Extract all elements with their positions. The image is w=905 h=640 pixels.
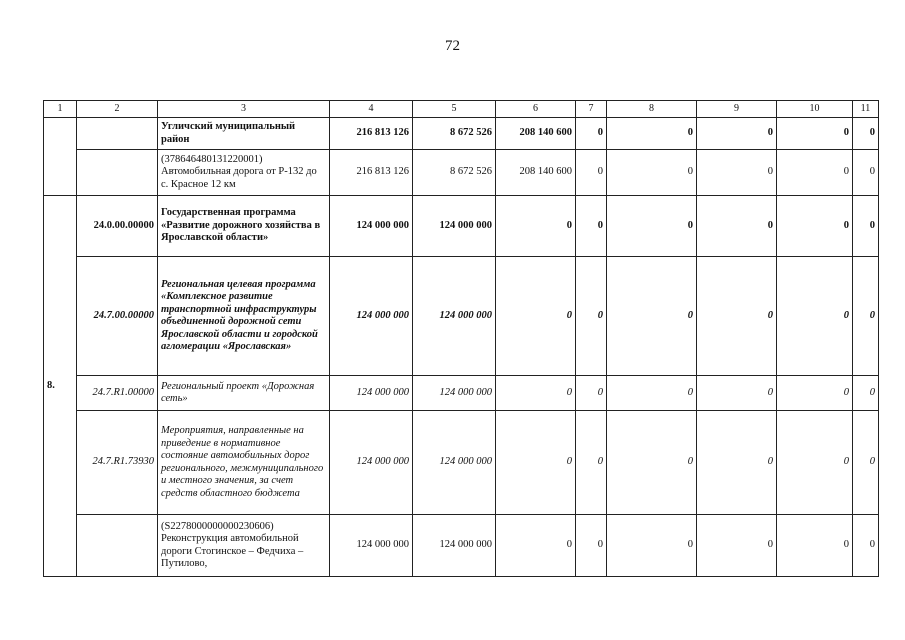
budget-code [77,150,158,196]
item-name: Государственная программа «Развитие дорожного хозяйства в Ярославской области» [158,196,330,257]
value-col-10: 0 [777,515,853,577]
value-col-9: 0 [697,376,777,411]
budget-code [77,515,158,577]
value-col-9: 0 [697,196,777,257]
value-col-6: 0 [496,411,576,515]
value-col-10: 0 [777,196,853,257]
value-col-5: 124 000 000 [413,515,496,577]
value-col-8: 0 [607,515,697,577]
column-header-10: 10 [777,101,853,118]
column-header-3: 3 [158,101,330,118]
value-col-11: 0 [853,376,879,411]
value-col-6: 208 140 600 [496,118,576,150]
table-row [44,411,879,515]
value-col-5: 124 000 000 [413,376,496,411]
budget-code: 24.0.00.00000 [77,196,158,257]
value-col-4: 124 000 000 [330,196,413,257]
column-header-5: 5 [413,101,496,118]
value-col-6: 0 [496,515,576,577]
value-col-10: 0 [777,150,853,196]
table-row [44,196,879,257]
row-index: 8. [44,196,77,577]
budget-table [43,100,879,577]
budget-code: 24.7.00.00000 [77,257,158,376]
value-col-8: 0 [607,118,697,150]
value-col-6: 0 [496,257,576,376]
value-col-9: 0 [697,411,777,515]
page-number: 72 [445,38,460,54]
value-col-5: 8 672 526 [413,118,496,150]
column-header-2: 2 [77,101,158,118]
value-col-4: 124 000 000 [330,411,413,515]
value-col-7: 0 [576,118,607,150]
table-row [44,515,879,577]
value-col-7: 0 [576,376,607,411]
item-name: (378646480131220001) Автомобильная дорога от Р-132 до с. Красное 12 км [158,150,330,196]
item-name: Региональная целевая программа «Комплексное развитие транспортной инфраструктуры объединенной дорожной сети Ярославской области и городской агломерации «Ярославская» [158,257,330,376]
value-col-4: 124 000 000 [330,257,413,376]
value-col-4: 216 813 126 [330,150,413,196]
value-col-11: 0 [853,515,879,577]
value-col-9: 0 [697,150,777,196]
value-col-4: 124 000 000 [330,376,413,411]
value-col-5: 124 000 000 [413,196,496,257]
value-col-7: 0 [576,150,607,196]
value-col-6: 0 [496,376,576,411]
table-row [44,257,879,376]
item-name: (S2278000000000230606) Реконструкция автомобильной дороги Стогинское – Федчиха – Путилово, [158,515,330,577]
value-col-6: 208 140 600 [496,150,576,196]
value-col-10: 0 [777,376,853,411]
value-col-4: 216 813 126 [330,118,413,150]
budget-code: 24.7.R1.73930 [77,411,158,515]
value-col-9: 0 [697,118,777,150]
value-col-11: 0 [853,411,879,515]
value-col-10: 0 [777,118,853,150]
row-index [44,118,77,196]
value-col-11: 0 [853,118,879,150]
value-col-11: 0 [853,257,879,376]
value-col-5: 124 000 000 [413,257,496,376]
value-col-9: 0 [697,515,777,577]
item-name: Региональный проект «Дорожная сеть» [158,376,330,411]
value-col-8: 0 [607,150,697,196]
value-col-7: 0 [576,515,607,577]
item-name: Угличский муниципальный район [158,118,330,150]
value-col-5: 124 000 000 [413,411,496,515]
value-col-5: 8 672 526 [413,150,496,196]
header-row [44,101,879,118]
column-header-6: 6 [496,101,576,118]
value-col-7: 0 [576,411,607,515]
column-header-8: 8 [607,101,697,118]
column-header-7: 7 [576,101,607,118]
value-col-10: 0 [777,257,853,376]
table-row [44,118,879,150]
table-body [44,118,879,577]
value-col-4: 124 000 000 [330,515,413,577]
item-name: Мероприятия, направленные на приведение в нормативное состояние автомобильных дорог регионального, межмуниципального и местного значения, за счет средств областного бюджета [158,411,330,515]
table-row [44,376,879,411]
value-col-9: 0 [697,257,777,376]
value-col-7: 0 [576,257,607,376]
value-col-11: 0 [853,150,879,196]
value-col-10: 0 [777,411,853,515]
value-col-7: 0 [576,196,607,257]
column-header-9: 9 [697,101,777,118]
table-row [44,150,879,196]
column-header-1: 1 [44,101,77,118]
column-header-4: 4 [330,101,413,118]
value-col-6: 0 [496,196,576,257]
value-col-8: 0 [607,376,697,411]
budget-code: 24.7.R1.00000 [77,376,158,411]
column-header-11: 11 [853,101,879,118]
value-col-8: 0 [607,411,697,515]
value-col-8: 0 [607,196,697,257]
budget-code [77,118,158,150]
value-col-11: 0 [853,196,879,257]
value-col-8: 0 [607,257,697,376]
